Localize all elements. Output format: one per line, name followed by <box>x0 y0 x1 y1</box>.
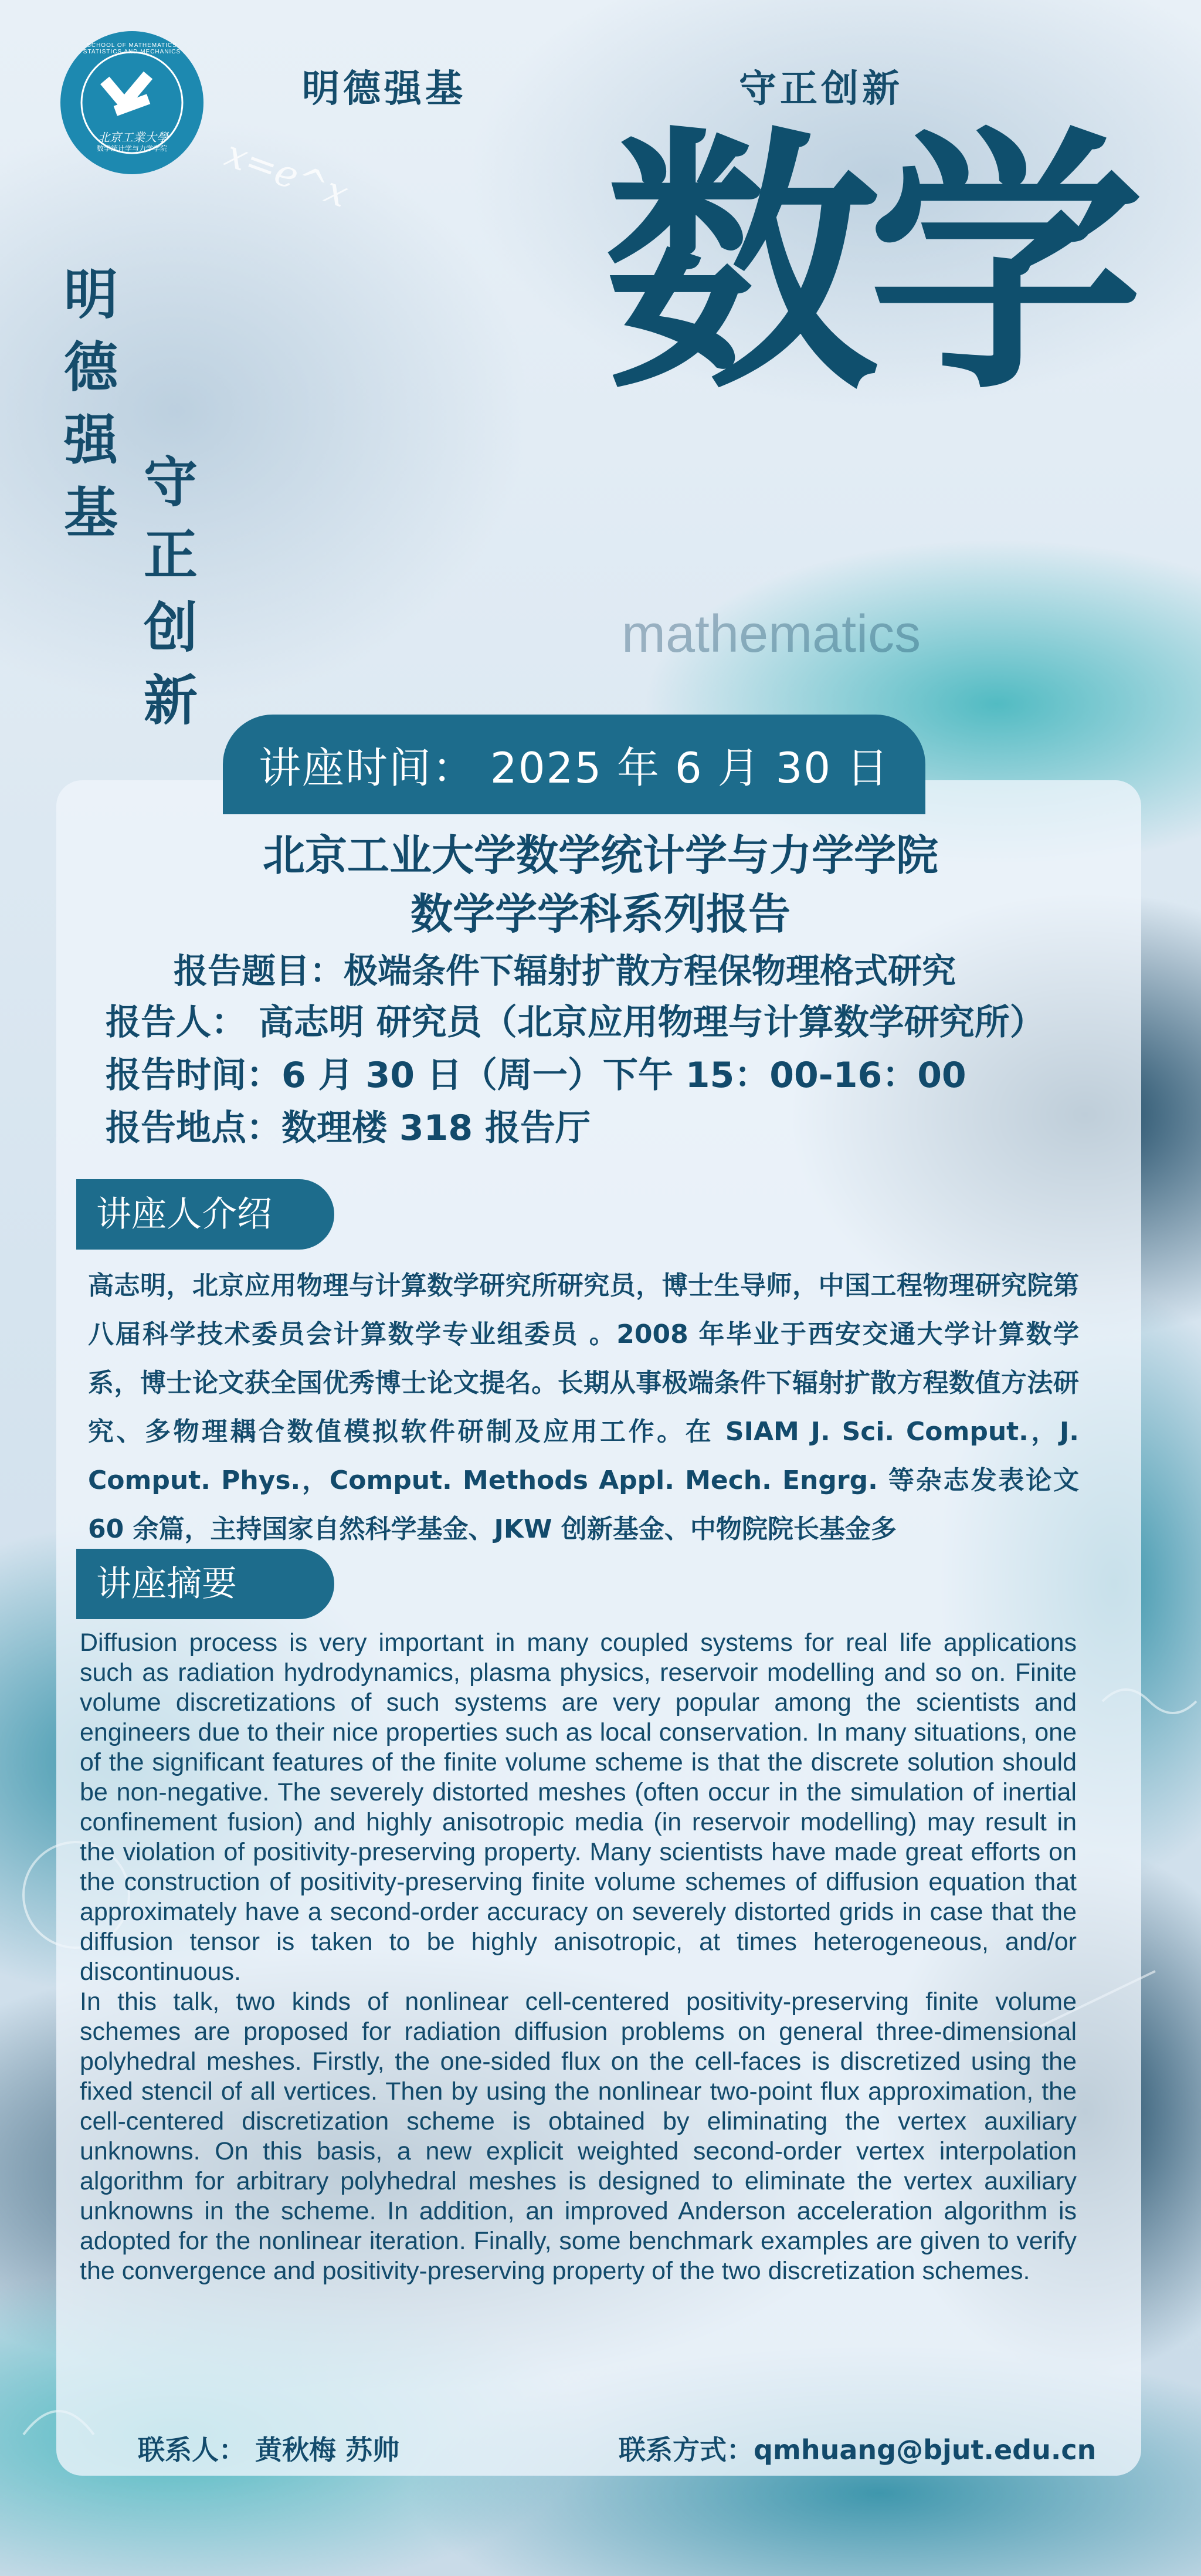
slogan-vertical-right: 守正创新 <box>143 451 198 732</box>
abstract-text <box>80 1628 1077 2286</box>
abstract-section-label: 讲座摘要 <box>76 1549 334 1619</box>
logo-university-name: 北京工業大學 <box>98 131 168 144</box>
slogan-vertical-left: 明德强基 <box>63 263 118 544</box>
report-topic: 报告题目：极端条件下辐射扩散方程保物理格式研究 <box>174 951 956 991</box>
contact-person: 联系人： 黄秋梅 苏帅 <box>138 2434 400 2466</box>
report-location: 报告地点：数理楼 318 报告厅 <box>106 1108 591 1149</box>
formula-sketch: x=e^x <box>219 132 354 216</box>
hero-title: 数学 <box>604 102 1132 426</box>
header-school: 北京工业大学数学统计学与力学学院 <box>262 831 938 880</box>
contact-email[interactable]: 联系方式：qmhuang@bjut.edu.cn <box>619 2434 1097 2466</box>
abstract-paragraph-2: In this talk, two kinds of nonlinear cell-centered positivity-preserving finite volume schemes are proposed for radiation diffusion problems on general three-dimensional polyhedral meshes. Firstly, the one-sided flux on the cell-faces is discretized using the fixed stencil of all vertices. Then by using the nonlinear two-point flux approximation, the cell-centered discretization scheme is obtained by eliminating the vertex auxiliary unknowns. On this basis, a new explicit weighted second-order vertex interpolation algorithm for arbitrary polyhedral meshes is designed to eliminate the vertex auxiliary unknowns in the scheme. In addition, an improved Anderson acceleration algorithm is adopted for the nonlinear iteration. Finally, some benchmark examples are given to verify the convergence and positivity-preserving property of the two discretization schemes. <box>80 1988 1077 2285</box>
report-time: 报告时间：6 月 30 日（周一）下午 15：00-16：00 <box>106 1055 966 1096</box>
header-series: 数学学学科系列报告 <box>410 889 791 939</box>
logo-ring-text: SCHOOL OF MATHEMATICS STATISTICS AND MECHANICS <box>83 42 181 55</box>
abstract-paragraph-1: Diffusion process is very important in many coupled systems for real life applications such as radiation hydrodynamics, plasma physics, reservoir modelling and so on. Finite volume discretizations of such systems are very popular among the scientists and engineers due to their nice properties such as local conservation. In many situations, one of the significant features of the finite volume scheme is that the discrete solution should be non-negative. The severely distorted meshes (often occur in the simulation of inertial confinement fusion) and highly anisotropic media (in reservoir modelling) may result in the violation of positivity-preserving property. Many scientists have made great efforts on the construction of positivity-preserving finite volume schemes of diffusion equation that approximately have a second-order accuracy on severely distorted grids in case that the diffusion tensor is taken to be highly anisotropic, at times heterogeneous, and/or discontinuous. <box>80 1629 1077 1986</box>
speaker-bio: 高志明，北京应用物理与计算数学研究所研究员，博士生导师，中国工程物理研究院第八届科学技术委员会计算数学专业组委员 。2008 年毕业于西安交通大学计算数学系，博士论文获全国优秀博士论文提名。长期从事极端条件下辐射扩散方程数值方法研究、多物理耦合数值模拟软件研制及应用工作。在 SIAM J. Sci. Comput.，J. Comput. Phys.，Comput. Methods Appl. Mech. Engrg. 等杂志发表论文 60 余篇，主持国家自然科学基金、JKW 创新基金、中物院院长基金多 <box>88 1271 1079 1544</box>
bio-section-label: 讲座人介绍 <box>76 1179 334 1250</box>
slogan-top-left: 明德强基 <box>302 67 466 111</box>
slogan-top-right: 守正创新 <box>739 67 903 111</box>
logo-school-name: 数学统计学与力学学院 <box>96 144 167 153</box>
school-logo <box>59 29 205 176</box>
hero-subtitle: mathematics <box>622 605 921 664</box>
report-speaker: 报告人： 高志明 研究员（北京应用物理与计算数学研究所） <box>106 1002 1045 1043</box>
lecture-date-banner: 讲座时间： 2025 年 6 月 30 日 <box>223 715 925 814</box>
